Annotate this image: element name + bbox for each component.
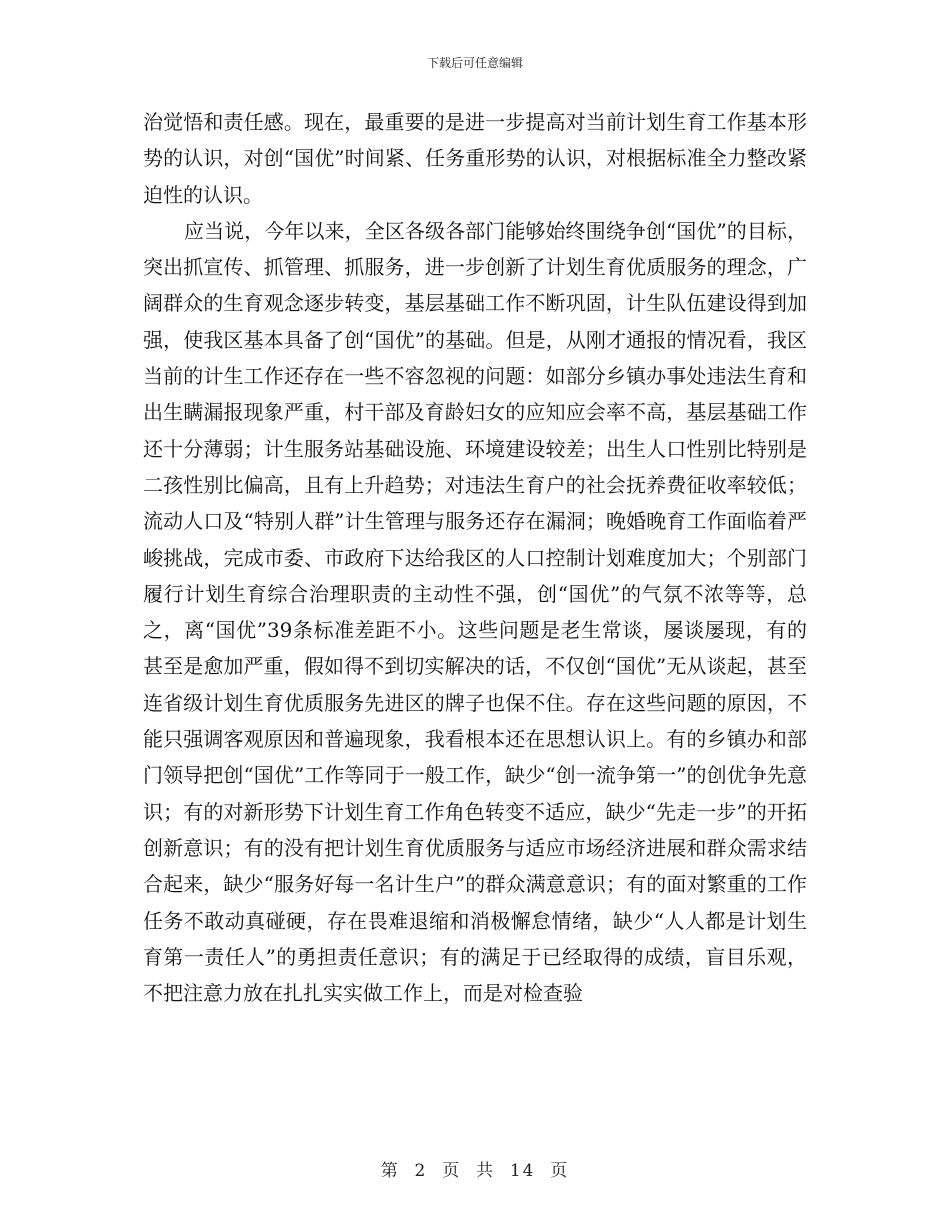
- footer-total-pages: 14: [509, 1161, 543, 1181]
- page-header-note: 下载后可任意编辑: [426, 56, 523, 70]
- footer-label-unit: 页: [442, 1161, 469, 1181]
- footer-label-unit-end: 页: [550, 1161, 570, 1181]
- footer-current-page: 2: [414, 1161, 435, 1181]
- page-number-footer: [0, 1156, 950, 1181]
- footer-label-page: 第: [380, 1161, 408, 1181]
- paragraph-continued: 治觉悟和责任感。现在，最重要的是进一步提高对当前计划生育工作基本形势的认识，对创“国优”时间紧、任务重形势的认识，对根据标准全力整改紧迫性的认识。: [143, 110, 807, 207]
- document-body: [143, 104, 807, 1011]
- footer-label-total: 共: [476, 1161, 503, 1181]
- paragraph-main: 应当说，今年以来，全区各级各部门能够始终围绕争创“国优”的目标，突出抓宣传、抓管理、抓服务，进一步创新了计划生育优质服务的理念，广阔群众的生育观念逐步转变，基层基础工作不断巩固，计生队伍建设得到加强，使我区基本具备了创“国优”的基础。但是，从刚才通报的情况看，我区当前的计生工作还存在一些不容忽视的问题：如部分乡镇办事处违法生育和出生瞒漏报现象严重，村干部及育龄妇女的应知应会率不高，基层基础工作还十分薄弱；计生服务站基础设施、环境建设较差；出生人口性别比特别是二孩性别比偏高，且有上升趋势；对违法生育户的社会抚养费征收率较低；流动人口及“特别人群”计生管理与服务还存在漏洞；晚婚晚育工作面临着严峻挑战，完成市委、市政府下达给我区的人口控制计划难度加大；个别部门履行计划生育综合治理职责的主动性不强，创“国优”的气氛不浓等等，总之，离“国优”39条标准差距不小。这些问题是老生常谈，屡谈屡现，有的甚至是愈加严重，假如得不到切实解决的话，不仅创“国优”无从谈起，甚至连省级计划生育优质服务先进区的牌子也保不住。存在这些问题的原因，不能只强调客观原因和普遍现象，我看根本还在思想认识上。有的乡镇办和部门领导把创“国优”工作等同于一般工作，缺少“创一流争第一”的创优争先意识；有的对新形势下计划生育工作角色转变不适应，缺少“先走一步”的开拓创新意识；有的没有把计划生育优质服务与适应市场经济进展和群众需求结合起来，缺少“服务好每一名计生户”的群众满意意识；有的面对繁重的工作任务不敢动真碰硬，存在畏难退缩和消极懈怠情绪，缺少“人人都是计划生育第一责任人”的勇担责任意识；有的满足于已经取得的成绩，盲目乐观，不把注意力放在扎扎实实做工作上，而是对检查验: [143, 218, 807, 1006]
